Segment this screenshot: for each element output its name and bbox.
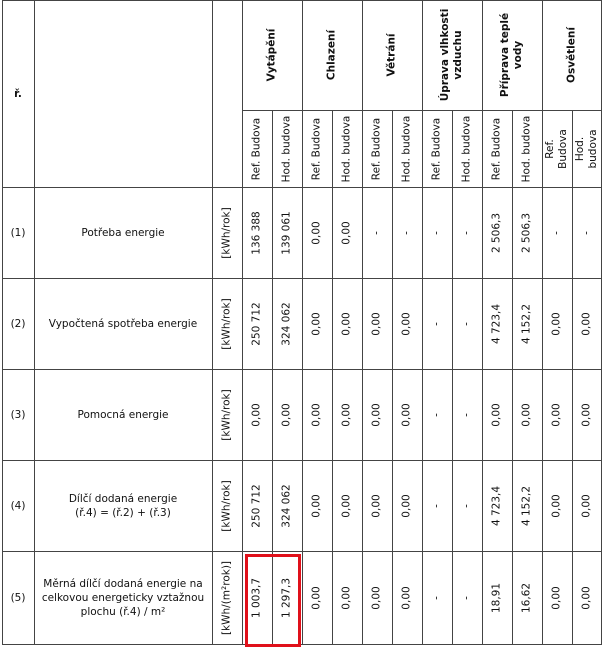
row-unit: [kWh/rok] [220, 297, 233, 350]
value-cell: 0,00 [580, 402, 593, 427]
value-cell: 2 506,3 [520, 212, 533, 253]
subheader-hod: Hod. budova [280, 115, 293, 182]
row-number [2, 460, 34, 551]
row-label [34, 278, 212, 369]
value-cell: 0,00 [310, 220, 323, 245]
value-cell: 4 723,4 [490, 303, 503, 344]
grid-line [302, 0, 303, 645]
grid-line [212, 0, 213, 645]
row-number [2, 278, 34, 369]
value-cell: 0,00 [340, 402, 353, 427]
row-number-text: (2) [10, 317, 26, 330]
grid-line [422, 0, 423, 645]
value-cell: - [460, 503, 473, 508]
value-cell: - [400, 230, 413, 235]
value-cell: - [580, 230, 593, 235]
value-cell: 18,91 [490, 582, 503, 614]
value-cell: 1 297,3 [280, 577, 293, 619]
value-cell: 0,00 [400, 586, 413, 610]
row-number [2, 369, 34, 460]
subheader-hod: Hod. budova [574, 128, 599, 169]
value-cell: - [460, 596, 473, 600]
row-label-text: Měrná dílčí dodaná energie na celkovou energeticky vztažnou plochu (ř.4) / m² [41, 578, 205, 618]
value-cell: 0,00 [580, 311, 593, 336]
group-header: Chlazení [325, 29, 338, 81]
value-cell: 0,00 [550, 402, 563, 427]
value-cell: 0,00 [370, 402, 383, 427]
subheader-ref: Ref. Budova [310, 117, 323, 180]
row-label [34, 460, 212, 551]
row-unit: [kWh/rok] [220, 206, 233, 259]
subheader-hod: Hod. budova [400, 115, 413, 182]
value-cell: - [430, 412, 443, 417]
highlight-box [245, 554, 301, 647]
row-label [34, 551, 212, 645]
grid-line [572, 110, 573, 645]
value-cell: 0,00 [310, 493, 323, 518]
value-cell: 0,00 [310, 586, 323, 610]
row-number-header-text: ř. [14, 87, 22, 100]
value-cell: 136 388 [250, 210, 263, 255]
value-cell: 0,00 [490, 402, 503, 427]
value-cell: 0,00 [340, 220, 353, 245]
value-cell: 0,00 [580, 493, 593, 518]
value-cell: 0,00 [370, 311, 383, 336]
subheader-ref: Ref. Budova [370, 117, 383, 180]
value-cell: 0,00 [370, 586, 383, 610]
value-cell: 324 062 [280, 301, 293, 346]
value-cell: 0,00 [400, 493, 413, 518]
grid-line [242, 0, 243, 645]
value-cell: 0,00 [550, 311, 563, 336]
subheader-ref: Ref. Budova [490, 117, 503, 180]
group-header: Příprava teplé vody [499, 12, 524, 98]
grid-line [452, 110, 453, 645]
value-cell: 0,00 [340, 586, 353, 610]
group-header: Úprava vlhkosti vzduchu [439, 8, 464, 102]
value-cell: 2 506,3 [490, 212, 503, 253]
row-unit: [kWh/rok] [220, 479, 233, 532]
row-number [2, 187, 34, 278]
row-unit: [kWh/(m²rok)] [220, 560, 233, 636]
value-cell: - [460, 230, 473, 235]
row-label [34, 187, 212, 278]
value-cell: - [550, 230, 563, 235]
value-cell: 1 003,7 [250, 577, 263, 619]
value-cell: 0,00 [310, 311, 323, 336]
value-cell: 0,00 [550, 493, 563, 518]
value-cell: - [430, 503, 443, 508]
value-cell: 4 723,4 [490, 485, 503, 526]
value-cell: 0,00 [280, 402, 293, 427]
row-label-text: Dílčí dodaná energie (ř.4) = (ř.2) + (ř.3) [68, 492, 178, 519]
value-cell: 16,62 [520, 582, 533, 614]
grid-line [332, 110, 333, 645]
group-header: Vytápění [265, 28, 278, 82]
value-cell: 0,00 [550, 586, 563, 610]
subheader-ref: Ref. Budova [250, 117, 263, 180]
group-header: Osvětlení [565, 27, 578, 83]
energy-table [2, 0, 602, 645]
grid-line [601, 0, 602, 645]
row-number-text: (1) [10, 226, 26, 239]
value-cell: 0,00 [340, 493, 353, 518]
value-cell: - [430, 596, 443, 600]
row-label [34, 369, 212, 460]
value-cell: 4 152,2 [520, 303, 533, 344]
grid-line [362, 0, 363, 645]
grid-line [242, 110, 602, 111]
value-cell: 0,00 [520, 402, 533, 427]
row-label-text: Potřeba energie [81, 226, 165, 239]
value-cell: 0,00 [310, 402, 323, 427]
row-number-text: (4) [10, 499, 26, 512]
value-cell: 0,00 [250, 402, 263, 427]
value-cell: - [430, 321, 443, 326]
value-cell: 250 712 [250, 483, 263, 528]
value-cell: - [460, 412, 473, 417]
row-unit: [kWh/rok] [220, 388, 233, 441]
value-cell: 139 061 [280, 210, 293, 255]
value-cell: 0,00 [400, 402, 413, 427]
value-cell: 0,00 [580, 586, 593, 610]
row-number [2, 551, 34, 645]
value-cell: 324 062 [280, 483, 293, 528]
grid-line [512, 110, 513, 645]
row-label-text: Vypočtená spotřeba energie [48, 317, 198, 330]
subheader-ref: Ref. Budova [544, 128, 569, 169]
value-cell: - [430, 230, 443, 235]
grid-line [392, 110, 393, 645]
subheader-hod: Hod. budova [340, 115, 353, 182]
row-number-text: (5) [10, 592, 26, 604]
grid-line [542, 0, 543, 645]
group-header: Větrání [385, 33, 398, 77]
row-number-header [2, 0, 34, 187]
value-cell: - [370, 230, 383, 235]
value-cell: 0,00 [400, 311, 413, 336]
subheader-hod: Hod. budova [460, 115, 473, 182]
value-cell: 0,00 [370, 493, 383, 518]
subheader-ref: Ref. Budova [430, 117, 443, 180]
value-cell: 0,00 [340, 311, 353, 336]
row-label-text: Pomocná energie [77, 408, 169, 421]
value-cell: 250 712 [250, 301, 263, 346]
value-cell: 4 152,2 [520, 485, 533, 526]
grid-line [482, 0, 483, 645]
value-cell: - [460, 321, 473, 326]
subheader-hod: Hod. budova [520, 115, 533, 182]
row-number-text: (3) [10, 408, 26, 421]
